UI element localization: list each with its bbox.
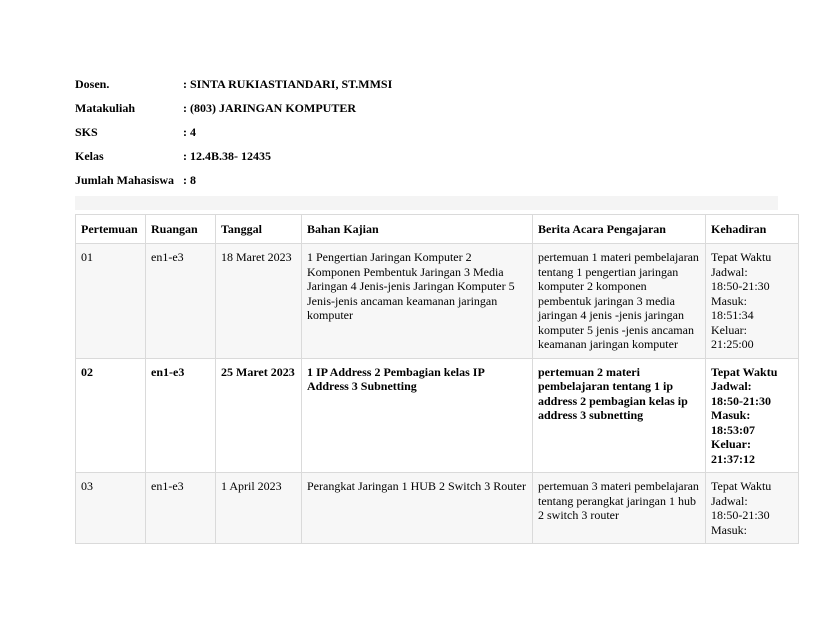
- cell-tanggal: 18 Maret 2023: [216, 244, 302, 359]
- column-header-pertemuan: Pertemuan: [76, 215, 146, 244]
- cell-bahan-kajian: 1 IP Address 2 Pembagian kelas IP Address 3 Subnetting: [302, 358, 533, 473]
- info-row-matakuliah: [75, 96, 392, 120]
- separator-band: [75, 196, 778, 210]
- info-row-kelas: [75, 144, 392, 168]
- kehadiran-masuk-label: Masuk:: [711, 522, 747, 537]
- info-label: Matakuliah: [75, 100, 136, 115]
- info-label: SKS: [75, 124, 98, 139]
- info-label: Jumlah Mahasiswa: [75, 172, 175, 187]
- table-header-row: [76, 215, 799, 244]
- kehadiran-keluar-value: 21:25:00: [711, 337, 754, 351]
- info-value: : 8: [183, 172, 196, 187]
- cell-berita-acara: pertemuan 1 materi pembelajaran tentang 1 pengertian jaringan komputer 2 komponen pembentuk jaringan 3 media jaringan 4 jenis -jenis jaringan komputer 5 jenis -jenis ancaman keamanan jaringan komputer: [533, 244, 706, 359]
- info-value: : 12.4B.38- 12435: [183, 148, 271, 163]
- info-value: : (803) JARINGAN KOMPUTER: [183, 100, 356, 115]
- kehadiran-masuk-value: 18:51:34: [711, 308, 754, 322]
- column-header-bahan-kajian: Bahan Kajian: [302, 215, 533, 244]
- cell-ruangan: en1-e3: [146, 473, 216, 544]
- info-row-dosen: [75, 72, 392, 96]
- cell-tanggal: 25 Maret 2023: [216, 358, 302, 473]
- cell-bahan-kajian: Perangkat Jaringan 1 HUB 2 Switch 3 Router: [302, 473, 533, 544]
- cell-kehadiran: [706, 473, 799, 544]
- table-row: [76, 473, 799, 544]
- info-label: Dosen.: [75, 76, 110, 91]
- column-header-ruangan: Ruangan: [146, 215, 216, 244]
- kehadiran-jadwal-label: Jadwal:: [711, 264, 748, 279]
- cell-kehadiran: [706, 358, 799, 473]
- info-row-sks: [75, 120, 392, 144]
- cell-berita-acara: pertemuan 3 materi pembelajaran tentang perangkat jaringan 1 hub 2 switch 3 router: [533, 473, 706, 544]
- cell-bahan-kajian: 1 Pengertian Jaringan Komputer 2 Komponen Pembentuk Jaringan 3 Media Jaringan 4 Jenis-jenis Jaringan Komputer 5 Jenis-jenis ancaman keamanan jaringan komputer: [302, 244, 533, 359]
- kehadiran-masuk-label: Masuk:: [711, 408, 751, 422]
- cell-pertemuan: 03: [76, 473, 146, 544]
- kehadiran-jadwal-label: Jadwal:: [711, 379, 752, 393]
- course-info: [75, 72, 392, 192]
- attendance-table: [75, 214, 799, 544]
- info-value: : 4: [183, 124, 196, 139]
- info-row-jumlah-mahasiswa: [75, 168, 392, 192]
- info-value: : SINTA RUKIASTIANDARI, ST.MMSI: [183, 76, 393, 91]
- kehadiran-masuk-label: Masuk:: [711, 293, 747, 308]
- cell-pertemuan: 02: [76, 358, 146, 473]
- kehadiran-keluar-value: 21:37:12: [711, 451, 755, 466]
- cell-ruangan: en1-e3: [146, 358, 216, 473]
- kehadiran-jadwal-value: 18:50-21:30: [711, 508, 770, 522]
- kehadiran-status: Tepat Waktu: [711, 250, 772, 264]
- column-header-kehadiran: Kehadiran: [706, 215, 799, 244]
- table-row: [76, 358, 799, 473]
- cell-kehadiran: [706, 244, 799, 359]
- kehadiran-masuk-value: 18:53:07: [711, 422, 755, 437]
- kehadiran-jadwal-value: 18:50-21:30: [711, 393, 771, 408]
- cell-berita-acara: pertemuan 2 materi pembelajaran tentang 1 ip address 2 pembagian kelas ip address 3 subnetting: [533, 358, 706, 473]
- cell-tanggal: 1 April 2023: [216, 473, 302, 544]
- kehadiran-status: Tepat Waktu: [711, 479, 772, 493]
- kehadiran-keluar-label: Keluar:: [711, 437, 751, 451]
- kehadiran-jadwal-value: 18:50-21:30: [711, 279, 770, 293]
- info-label: Kelas: [75, 148, 104, 163]
- column-header-tanggal: Tanggal: [216, 215, 302, 244]
- kehadiran-keluar-label: Keluar:: [711, 322, 747, 337]
- cell-pertemuan: 01: [76, 244, 146, 359]
- cell-ruangan: en1-e3: [146, 244, 216, 359]
- kehadiran-jadwal-label: Jadwal:: [711, 493, 748, 508]
- column-header-berita-acara: Berita Acara Pengajaran: [533, 215, 706, 244]
- kehadiran-status: Tepat Waktu: [711, 364, 778, 379]
- table-row: [76, 244, 799, 359]
